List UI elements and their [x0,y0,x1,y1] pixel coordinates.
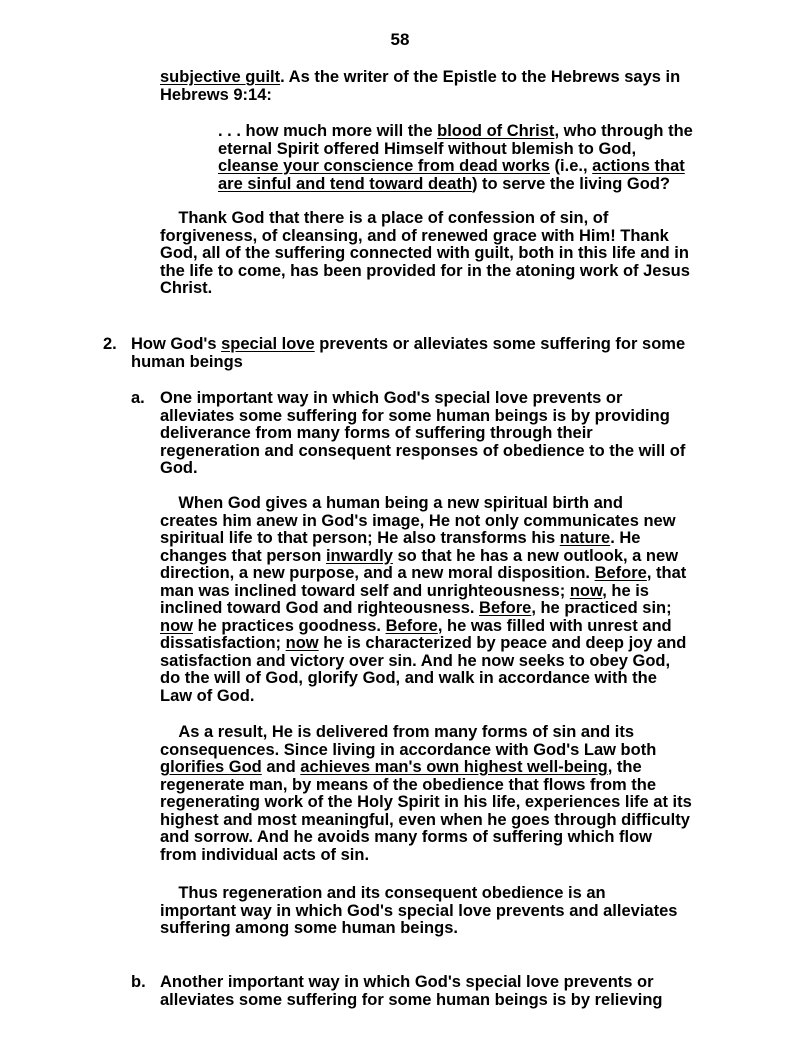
text-run: satisfaction and victory over sin. And he now seeks to obey God, [160,651,671,670]
text-line [160,530,686,548]
text-line [160,885,677,903]
text-line [160,794,692,812]
text-run: alleviates some suffering for some human beings is by relieving [160,990,663,1009]
text-line [160,87,680,105]
text-run: important way in which God's special love prevents and alleviates [160,901,678,920]
text-run: As a result, He is delivered from many forms of sin and its [160,723,635,741]
text-line [160,548,686,566]
text-line [160,443,685,461]
text-run: creates him anew in God's image, He not only communicates new [160,511,676,530]
text-line [131,354,685,372]
page-number: 58 [390,30,410,49]
text-line [160,460,685,478]
block-quote [218,123,693,193]
text-line [160,600,686,618]
item-a-text [160,390,685,478]
text-line [160,847,692,865]
text-line [160,565,686,583]
underlined-text: now [160,616,193,635]
underlined-text: cleanse your conscience from dead works [218,157,550,175]
text-line [218,141,693,159]
text-run: do the will of God, glorify God, and walk in accordance with the [160,669,657,687]
text-line [160,228,690,246]
text-run: he practices goodness. [193,616,386,635]
text-line [160,513,686,531]
text-line [160,245,690,263]
underlined-text: achieves man's own highest well-being [300,758,608,776]
text-line [160,263,690,281]
text-run: spiritual life to that person; He also transforms his [160,529,560,547]
text-line [160,724,692,742]
text-line [160,408,685,426]
text-run: Thus regeneration and its consequent obedience is an [160,884,606,902]
text-run: God. [160,459,198,477]
paragraph-when-god [160,495,686,705]
paragraph-thank-god [160,210,690,298]
text-run: eternal Spirit offered Himself without blemish to God, [218,139,637,158]
underlined-text: special love [221,335,315,353]
underlined-text: nature [559,529,611,547]
text-run: Law of God. [160,686,255,705]
text-run: , he was filled with unrest and [437,616,672,635]
text-line [160,653,686,671]
text-line [160,69,680,87]
text-line [160,742,692,760]
text-line [160,812,692,830]
heading-item-2 [131,336,685,371]
list-letter-b: b. [131,973,146,991]
text-run: and sorrow. And he avoids many forms of suffering which flow [160,828,652,846]
text-run: Christ. [160,279,213,297]
text-run: , who through the [554,122,693,140]
text-run: regeneration and consequent responses of obedience to the will of [160,441,686,460]
text-run: Thank God that there is a place of confession of sin, of [160,209,609,227]
text-run: inclined toward God and righteousness. [160,599,480,617]
text-line [218,123,693,141]
text-run: highest and most meaningful, even when he goes through difficulty [160,810,690,829]
text-run: human beings [131,352,243,371]
underlined-text: Before [594,564,647,582]
underlined-text: subjective guilt [160,68,281,86]
text-line [160,280,690,298]
text-line [218,176,693,194]
underlined-text: inwardly [325,546,393,565]
text-line [160,688,686,706]
text-run: , he practiced sin; [531,599,672,617]
text-run: . He [610,529,641,547]
text-run: from individual acts of sin. [160,845,370,864]
text-run: prevents or alleviates some suffering for some [314,335,686,353]
text-run: . . . how much more will the [218,122,438,140]
underlined-text: are sinful and tend toward death [218,174,472,193]
text-line [160,777,692,795]
underlined-text: Before [385,616,438,635]
text-run: dissatisfaction; [160,634,286,652]
item-b-text [160,974,663,1009]
text-line [218,158,693,176]
text-run: the life to come, has been provided for in the atoning work of Jesus [160,261,690,280]
text-line [160,495,686,513]
text-run: Another important way in which God's special love prevents or [160,973,654,991]
text-run: (i.e., [549,157,593,175]
text-line [160,390,685,408]
text-run: . As the writer of the Epistle to the Hebrews says in [280,68,681,86]
text-run: deliverance from many forms of suffering through their [160,424,593,442]
paragraph-thus [160,885,677,938]
text-run: One important way in which God's special love prevents or [160,389,623,407]
text-line [160,670,686,688]
text-run: so that he has a new outlook, a new [392,546,679,565]
text-run: direction, a new purpose, and a new moral disposition. [160,564,595,582]
text-run: How God's [131,335,222,353]
underlined-text: Before [479,599,532,617]
underlined-text: now [569,581,603,600]
underlined-text: blood of Christ [437,122,555,140]
underlined-text: actions that [592,157,685,175]
text-run: , the [607,758,642,776]
text-line [131,336,685,354]
underlined-text: now [285,634,319,652]
text-run: and [261,758,301,776]
text-line [160,974,663,992]
text-run: he is characterized by peace and deep joy and [318,634,687,652]
list-letter-a: a. [131,389,145,407]
text-run: , that [646,564,687,582]
text-run: regenerating work of the Holy Spirit in his life, experiences life at its [160,793,692,811]
text-run: alleviates some suffering for some human beings is by providing [160,406,670,425]
text-run: regenerate man, by means of the obedience that flows from the [160,775,657,794]
text-line [160,903,677,921]
text-run: Hebrews 9:14: [160,85,272,104]
text-run: ) to serve the living God? [471,174,670,193]
text-run: When God gives a human being a new spiritual birth and [160,494,623,512]
text-run: forgiveness, of cleansing, and of renewed grace with Him! Thank [160,226,669,245]
text-run: God, all of the suffering connected with guilt, both in this life and in [160,244,689,262]
text-line [160,920,677,938]
text-run: consequences. Since living in accordance with God's Law both [160,740,657,759]
underlined-text: glorifies God [160,758,262,776]
text-line [160,618,686,636]
text-run: , he is [602,581,649,600]
text-line [160,583,686,601]
text-run: changes that person [160,546,326,565]
paragraph-as-a-result [160,724,692,864]
text-line [160,759,692,777]
text-line [160,635,686,653]
text-line [160,425,685,443]
text-line [160,992,663,1010]
text-line [160,829,692,847]
text-run: man was inclined toward self and unrighteousness; [160,581,570,600]
intro-paragraph [160,69,680,104]
list-number-2: 2. [103,335,117,353]
text-run: suffering among some human beings. [160,919,458,937]
text-line [160,210,690,228]
